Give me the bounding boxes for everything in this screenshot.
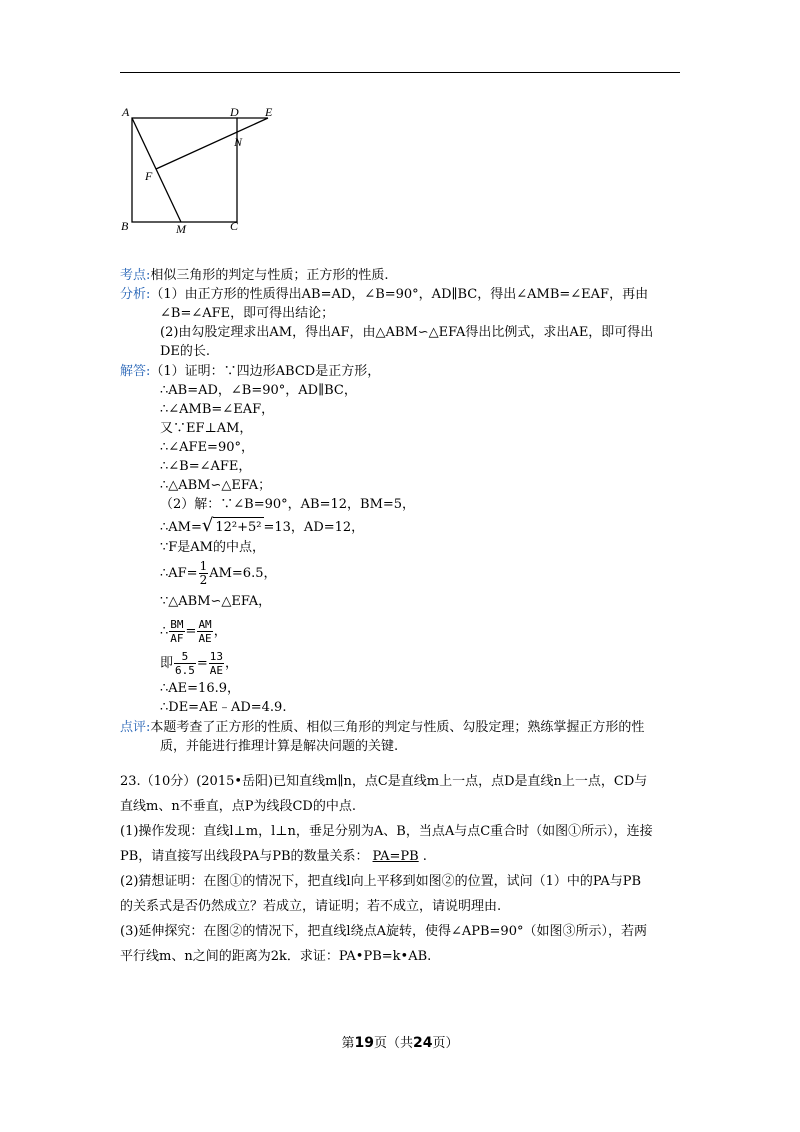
footer-page-number: 19	[354, 1035, 374, 1051]
jieda-label: 解答:	[120, 364, 151, 379]
fraction-numerator: 13	[209, 650, 224, 663]
dianping-label: 点评:	[120, 720, 151, 735]
fraction-denominator: 2	[199, 573, 208, 587]
q23-line-7: (3)延伸探究：在图②的情况下，把直线l绕点A旋转，使得∠APB=90°（如图③所示），若两	[120, 924, 647, 939]
fraction-denominator: AE	[209, 664, 224, 677]
kaodian-row	[120, 266, 389, 285]
dianping-row	[120, 718, 644, 737]
point-label-m: M	[176, 222, 186, 236]
point-label-n: N	[234, 135, 243, 149]
dianping-line-2: 质，并能进行推理计算是解决问题的关键.	[160, 739, 399, 754]
jieda-line-8: （2）解：∵∠B=90°，AB=12，BM=5，	[160, 497, 416, 512]
am-suffix: =13，AD=12，	[263, 520, 365, 535]
footer-suffix: 页）	[432, 1036, 459, 1051]
square-figure	[118, 102, 288, 242]
kaodian-text: 相似三角形的判定与性质；正方形的性质.	[150, 268, 389, 283]
point-label-f: F	[145, 169, 153, 183]
kaodian-label: 考点:	[120, 268, 151, 283]
ji-formula: 即 $\frac{5}{6.5}$ = $\frac{13}{AE}$ ，	[160, 650, 239, 677]
segment-ef	[156, 118, 268, 169]
point-label-e: E	[265, 105, 273, 119]
jieda-line-7: ∴△ABM∽△EFA；	[160, 478, 272, 493]
fraction-numerator: 1	[199, 559, 208, 573]
fenxi-line-3: (2)由勾股定理求出AM，得出AF，由△ABM∽△EFA得出比例式，求出AE，即可得出	[160, 325, 654, 340]
point-label-c: C	[230, 219, 239, 233]
af-prefix: ∴AF=	[160, 566, 198, 581]
ji-suffix: ，	[225, 656, 239, 671]
fraction-denominator: 6.5	[175, 664, 195, 677]
jieda-line-6: ∴∠B=∠AFE，	[160, 459, 252, 474]
ratio-prefix: ∴	[160, 624, 169, 639]
sqrt-icon: √	[201, 515, 214, 536]
fraction-bm-af	[169, 618, 184, 645]
ratio-formula: ∴ $\frac{BM}{AF}$ = $\frac{AM}{AE}$ ，	[160, 618, 227, 645]
fraction-5-6.5	[174, 650, 196, 677]
q23-line-2: 直线m、n不垂直，点P为线段CD的中点.	[120, 799, 356, 814]
jieda-line-5: ∴∠AFE=90°，	[160, 440, 254, 455]
jieda-line-3: ∴∠AMB=∠EAF，	[160, 402, 275, 417]
q23-pb-prefix: PB，请直接写出线段PA与PB的数量关系：	[120, 849, 369, 864]
q23-line-6: 的关系式是否仍然成立？若成立，请证明；若不成立，请说明理由.	[120, 899, 502, 914]
q23-pb-suffix: .	[422, 849, 427, 864]
q23-line-3: (1)操作发现：直线l⊥m，l⊥n，垂足分别为A、B，当点A与点C重合时（如图①所示），连接	[120, 824, 653, 839]
jieda-line-2: ∴AB=AD，∠B=90°，AD∥BC，	[160, 383, 357, 398]
point-label-d: D	[230, 105, 239, 119]
q23-line-4	[120, 847, 427, 866]
jieda-de: ∴DE=AE﹣AD=4.9.	[160, 700, 287, 715]
q23-line-1: 23.（10分）(2015•岳阳)已知直线m∥n，点C是直线m上一点，点D是直线n上一点，CD与	[120, 774, 648, 789]
am-prefix: ∴AM=	[160, 520, 202, 535]
footer-mid: 页（共	[373, 1036, 413, 1051]
am-formula	[160, 516, 364, 537]
jieda-line-1: （1）证明：∵四边形ABCD是正方形，	[150, 364, 381, 379]
fraction-numerator: 5	[174, 650, 196, 664]
jieda-row	[120, 362, 380, 381]
footer-prefix: 第	[341, 1036, 355, 1051]
af-suffix: AM=6.5，	[209, 566, 277, 581]
header-rule	[120, 72, 680, 73]
dianping-line-1: 本题考查了正方形的性质、相似三角形的判定与性质、勾股定理；熟练掌握正方形的性	[150, 720, 645, 735]
fraction-numerator: AM	[198, 618, 212, 631]
fraction-13-ae	[209, 650, 224, 677]
fenxi-line-4: DE的长.	[160, 344, 211, 359]
am-radicand: 12²+5²	[213, 517, 263, 537]
footer-total-pages: 24	[413, 1035, 433, 1051]
page-footer	[0, 1032, 800, 1051]
fenxi-line-2: ∠B=∠AFE，即可得出结论；	[160, 306, 335, 321]
point-label-a: A	[122, 105, 130, 119]
jieda-line-4: 又∵EF⊥AM，	[160, 421, 253, 436]
jieda-ae: ∴AE=16.9，	[160, 681, 240, 696]
q23-line-8: 平行线m、n之间的距离为2k．求证：PA•PB=k•AB.	[120, 949, 432, 964]
fenxi-row	[120, 285, 648, 304]
fraction-denominator: AE	[198, 632, 212, 645]
q23-answer: PA=PB	[372, 849, 419, 864]
q23-line-5: (2)猜想证明：在图①的情况下，把直线l向上平移到如图②的位置，试问（1）中的PA与PB	[120, 874, 642, 889]
fraction-half	[199, 560, 209, 587]
fraction-denominator: AF	[170, 632, 184, 645]
fenxi-label: 分析:	[120, 287, 151, 302]
jieda-sim: ∵△ABM∽△EFA，	[160, 594, 272, 609]
fraction-numerator: BM	[170, 618, 184, 631]
ji-prefix: 即	[160, 656, 174, 671]
fenxi-line-1: （1）由正方形的性质得出AB=AD，∠B=90°，AD∥BC，得出∠AMB=∠EAF，再由	[150, 287, 649, 302]
segment-am	[132, 118, 181, 222]
jieda-f-mid: ∵F是AM的中点，	[160, 540, 265, 555]
fraction-am-ae	[197, 618, 212, 645]
point-label-b: B	[121, 219, 129, 233]
af-formula	[160, 560, 277, 587]
ratio-suffix: ，	[213, 624, 227, 639]
